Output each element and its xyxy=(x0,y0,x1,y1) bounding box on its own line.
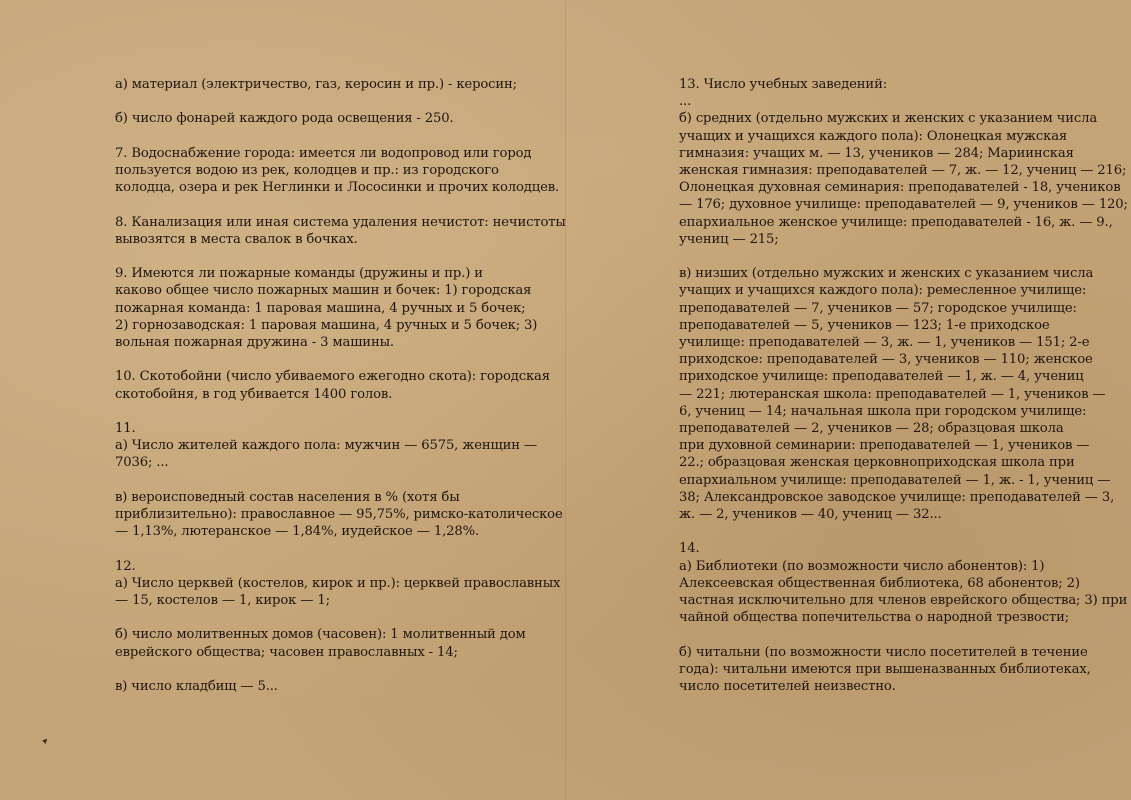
text-line: 13. Число учебных заведений: xyxy=(679,77,887,92)
text-line: 11. xyxy=(115,420,136,436)
text-line: в) вероисповедный состав населения в % (хотя бы xyxy=(115,489,460,505)
text-line: б) средних (отдельно мужских и женских с указанием числа xyxy=(679,111,1098,127)
right-page xyxy=(566,0,1131,800)
text-line: б) число молитвенных домов (часовен): 1 молитвенный дом xyxy=(115,627,526,643)
text-line: б) читальни (по возможности число посетителей в течение xyxy=(679,644,1088,660)
text-line: 38; Александровское заводское училище: преподавателей — 3, xyxy=(679,489,1115,505)
paragraph xyxy=(115,214,566,248)
text-line: приходское училище: преподавателей — 1, ж. — 4, учениц xyxy=(679,369,1084,385)
text-line: 9. Имеются ли пожарные команды (дружины и пр.) и xyxy=(115,266,483,282)
text-line: гимназия: учащих м. — 13, учеников — 284; Мариинская xyxy=(679,145,1074,161)
text-line: Олонецкая духовная семинария: преподавателей - 18, учеников xyxy=(679,180,1121,196)
paragraph xyxy=(679,265,1115,523)
text-line: пожарная команда: 1 паровая машина, 4 ручных и 5 бочек; xyxy=(115,300,526,316)
text-line: Алексеевская общественная библиотека, 68 абонентов; 2) xyxy=(679,575,1080,591)
text-line: преподавателей — 7, учеников — 57; городское училище: xyxy=(679,300,1077,316)
text-line: в) низших (отдельно мужских и женских с указанием числа xyxy=(679,266,1094,282)
left-text-column xyxy=(115,76,566,712)
text-line: пользуется водою из рек, колодцев и пр.: из городского xyxy=(115,162,499,178)
paragraph xyxy=(115,558,561,610)
text-line: преподавателей — 5, учеников — 123; 1-е приходское xyxy=(679,317,1050,333)
text-line: 7036; ... xyxy=(115,455,169,471)
text-line: — 15, костелов — 1, кирок — 1; xyxy=(115,592,330,608)
text-line: преподавателей — 2, учеников — 28; образцовая школа xyxy=(679,421,1064,437)
left-page xyxy=(0,0,565,800)
text-line: 8. Канализация или иная система удаления нечистот: нечистоты xyxy=(115,214,566,230)
paragraph xyxy=(115,76,515,93)
text-line: частная исключительно для членов еврейского общества; 3) при xyxy=(679,593,1128,609)
text-line: училище: преподавателей — 3, ж. — 1, учеников — 151; 2-е xyxy=(679,335,1090,351)
text-line: б) число фонарей каждого рода освещения - 250. xyxy=(115,111,454,127)
text-line: а) Библиотеки (по возможности число абонентов): 1) xyxy=(679,558,1045,574)
text-line: 6, учениц — 14; начальная школа при городском училище: xyxy=(679,403,1087,419)
text-line: еврейского общества; часовен православных - 14; xyxy=(115,644,458,660)
text-line: а) Число церквей (костелов, кирок и пр.): церквей православных xyxy=(115,575,561,591)
text-line: в) число кладбищ — 5... xyxy=(115,678,278,694)
text-line: 12. xyxy=(115,558,136,574)
paragraph xyxy=(679,540,1128,626)
right-text-column xyxy=(679,76,1128,712)
text-line: — 221; лютеранская школа: преподавателей — 1, учеников — xyxy=(679,386,1106,402)
text-line: епархиальное женское училище: преподавателей - 16, ж. — 9., xyxy=(679,214,1113,230)
text-line: вывозятся в места свалок в бочках. xyxy=(115,231,358,247)
text-line: учащих и учащихся каждого пола): Олонецкая мужская xyxy=(679,128,1068,144)
text-line: 2) горнозаводская: 1 паровая машина, 4 ручных и 5 бочек; 3) xyxy=(115,317,538,333)
text-line: колодца, озера и рек Неглинки и Лососинки и прочих колодцев. xyxy=(115,180,560,196)
text-line: а) Число жителей каждого пола: мужчин — 6575, женщин — xyxy=(115,438,538,454)
text-line: женская гимназия: преподавателей — 7, ж. — 12, учениц — 216; xyxy=(679,163,1127,179)
text-line: епархиальном училище: преподавателей — 1, ж. - 1, учениц — xyxy=(679,472,1111,488)
text-line: 14. xyxy=(679,541,700,557)
text-line: учащих и учащихся каждого пола): ремесленное училище: xyxy=(679,283,1087,299)
paragraph xyxy=(115,489,563,541)
text-line: ... xyxy=(679,94,692,110)
text-line: — 1,13%, лютеранское — 1,84%, иудейское — 1,28%. xyxy=(115,524,480,540)
paragraph xyxy=(115,368,550,402)
text-line: 7. Водоснабжение города: имеется ли водопровод или город xyxy=(115,145,532,161)
paragraph xyxy=(679,644,1091,696)
paragraph xyxy=(115,420,538,472)
text-line: — 176; духовное училище: преподавателей — 9, учеников — 120; xyxy=(679,197,1128,213)
text-line: каково общее число пожарных машин и бочек: 1) городская xyxy=(115,283,532,299)
text-line: 22.; образцовая женская церковноприходская школа при xyxy=(679,455,1075,471)
text-line: а) материал (электричество, газ, керосин и пр.) - керосин; xyxy=(115,77,517,92)
paragraph xyxy=(115,145,560,197)
paragraph xyxy=(115,678,515,695)
text-line: 10. Скотобойни (число убиваемого ежегодно скота): городская xyxy=(115,369,550,385)
text-line: ж. — 2, учеников — 40, учениц — 32... xyxy=(679,507,942,523)
text-line: учениц — 215; xyxy=(679,231,779,247)
paragraph xyxy=(679,76,1128,248)
text-line: приходское: преподавателей — 3, учеников — 110; женское xyxy=(679,352,1093,368)
paragraph xyxy=(115,626,526,660)
text-line: вольная пожарная дружина - 3 машины. xyxy=(115,334,394,350)
text-line: при духовной семинарии: преподавателей — 1, учеников — xyxy=(679,438,1090,454)
text-line: года): читальни имеются при вышеназванных библиотеках, xyxy=(679,661,1091,677)
paragraph xyxy=(115,265,538,351)
text-line: скотобойня, в год убивается 1400 голов. xyxy=(115,386,393,402)
text-line: число посетителей неизвестно. xyxy=(679,679,896,695)
text-line: чайной общества попечительства о народной трезвости; xyxy=(679,610,1070,626)
text-line: приблизительно): православное — 95,75%, римско-католическое xyxy=(115,506,563,522)
paragraph xyxy=(115,110,515,127)
